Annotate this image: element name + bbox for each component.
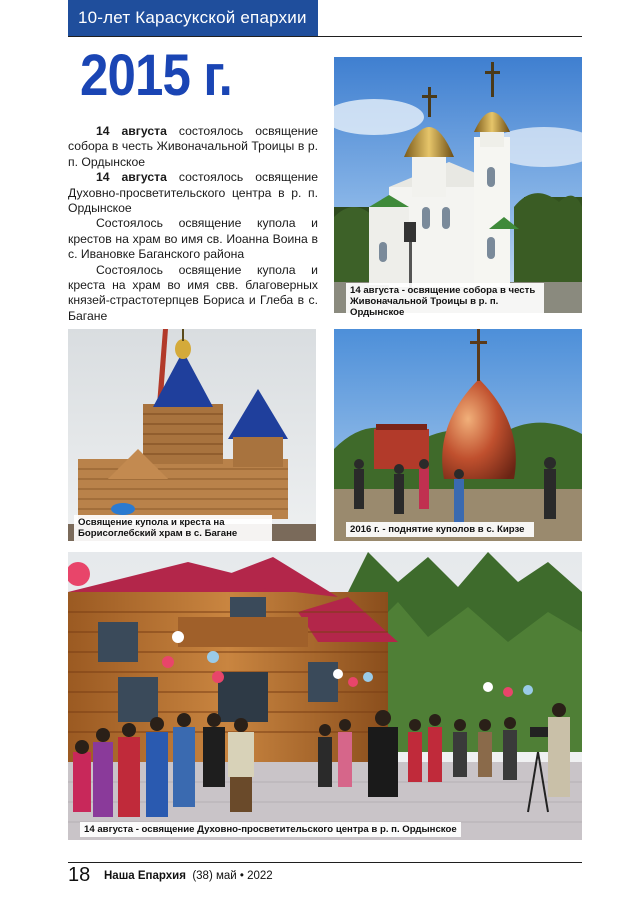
magazine-name: Наша Епархия [104,870,186,882]
paragraph-4-text: Состоялось освящение купола и креста на храм во имя свв. благоверных князей-страстотерпцев Бориса и Глеба в с. Багане [68,262,318,323]
footer-info [104,870,273,882]
paragraph-3 [68,216,318,262]
paragraph-2-text: состоялось освящение Духовно-просветительского центра в р. п. Ордынское [68,170,318,216]
center-caption: 14 августа - освящение Духовно-просветительского центра в р. п. Ордынское [80,822,461,837]
header-divider [68,36,582,37]
cathedral-caption: 14 августа - освящение собора в честь Живоначальной Троицы в р. п. Ордынское [346,283,544,320]
cathedral-photo [334,57,582,313]
paragraph-4 [68,263,318,325]
paragraph-3-text: Состоялось освящение купола и крестов на храм во имя св. Иоанна Воина в с. Ивановке Баганского района [68,216,318,262]
paragraph-2-date: 14 августа [96,170,167,185]
paragraph-1-date: 14 августа [96,124,167,138]
paragraph-1 [68,124,318,170]
paragraph-2 [68,170,318,216]
log-church-caption: Освящение купола и креста на Борисоглебский храм в с. Багане [74,515,272,541]
issue-info: (38) май • 2022 [192,870,273,882]
article-text [68,124,318,324]
footer-divider [68,862,582,863]
section-header: 10-лет Карасукской епархии [68,0,318,36]
log-church-photo [68,329,316,541]
paragraph-1-text: состоялось освящение собора в честь Живоначальной Троицы в р. п. Ордынское [68,124,318,169]
dome-lift-caption: 2016 г. - поднятие куполов в с. Кирзе [346,522,534,537]
page-number: 18 [68,864,91,886]
year-title: 2015 г. [80,43,232,108]
dome-lift-photo [334,329,582,541]
center-photo [68,552,582,840]
